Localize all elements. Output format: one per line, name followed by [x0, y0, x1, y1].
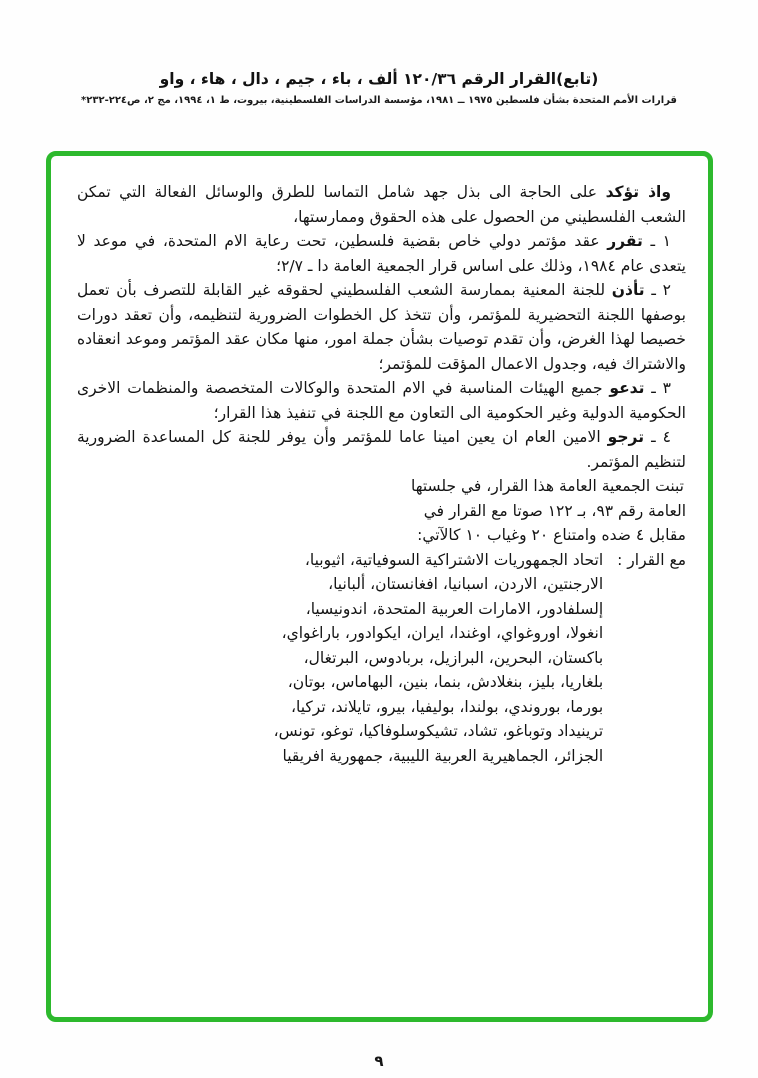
clause-2-lead: تأذن: [611, 281, 645, 299]
clause-3-lead: تدعو: [609, 379, 645, 397]
vote-for-label: مع القرار :: [617, 550, 686, 569]
clause-3-text: جميع الهيئات المناسبة في الام المتحدة والوكالات المتخصصة والمنظمات الاخرى الحكومية الدولية وغير الحكومية الى التعاون مع اللجنة في تنفيذ هذا القرار؛: [77, 379, 686, 422]
resolution-clause-4: [77, 425, 686, 474]
vote-for-row: [77, 548, 686, 769]
clause-1-lead: تقرر: [607, 232, 643, 250]
paragraph-preamble: [77, 180, 686, 229]
preamble-lead: واذ تؤكد: [605, 183, 671, 201]
clause-2-number: ٢ ـ: [651, 281, 671, 299]
document-title: (تابع)القرار الرقم ١٢٠/٣٦ ألف ، باء ، جيم ، دال ، هاء ، واو: [159, 70, 599, 88]
resolution-clause-2: [77, 278, 686, 376]
clause-4-lead: ترجو: [607, 428, 645, 446]
page-number: ٩: [374, 1052, 384, 1070]
clause-2-text: للجنة المعنية بممارسة الشعب الفلسطيني لحقوقه غير القابلة للتصرف بأن تعمل بوصفها اللجنة التحضيرية للمؤتمر، وأن تتخذ كل الخطوات الضرورية لتنظيمه، وأن تعقد دورات خصيصا لهذا الغرض، وأن تقدم توصيات بشأن جملة امور، منها مكان عقد المؤتمر وموعد انعقاده والاشتراك فيه، وجدول الاعمال المؤقت للمؤتمر؛: [77, 281, 686, 373]
clause-4-text: الامين العام ان يعين امينا عاما للمؤتمر وأن يوفر للجنة كل المساعدة الضرورية لتنظيم المؤتمر.: [77, 428, 686, 471]
clause-3-number: ٣ ـ: [651, 379, 671, 397]
resolution-clause-3: [77, 376, 686, 425]
adoption-note: تبنت الجمعية العامة هذا القرار، في جلستها العامة رقم ٩٣، بـ ١٢٢ صوتا مع القرار في مقابل ٤ ضده وامتناع ٢٠ وغياب ١٠ كالآتي:: [411, 477, 686, 544]
page-header: [0, 70, 758, 106]
clause-1-number: ١ ـ: [650, 232, 671, 250]
resolution-text: [77, 180, 686, 768]
clause-1-text: عقد مؤتمر دولي خاص بقضية فلسطين، تحت رعاية الام المتحدة، في موعد لا يتعدى عام ١٩٨٤، وذلك على اساس قرار الجمعية العامة دا ـ ٢/٧؛: [77, 232, 686, 275]
resolution-clause-1: [77, 229, 686, 278]
page-footer: [0, 1052, 758, 1070]
content-frame: [46, 151, 713, 1022]
vote-for-countries: اتحاد الجمهوريات الاشتراكية السوفياتية، اثيوبيا، الارجنتين، الاردن، اسبانيا، افغانستان، ألبانيا، إلسلفادور، الامارات العربية المتحدة، اندونيسيا، انغولا، اوروغواي، اوغندا، ايران، ايكوادور، باراغواي، باكستان، البحرين، البرازيل، بربادوس، البرتغال، بلغاريا، بليز، بنغلادش، بنما، بنين، البهاماس، بوتان، بورما، بوروندي، بولندا، بوليفيا، بيرو، تايلاند، تركيا، ترينيداد وتوباغو، تشاد، تشيكوسلوفاكيا، توغو، تونس، الجزائر، الجماهيرية العربية الليبية، جمهورية افريقيا: [273, 550, 604, 765]
preamble-text: على الحاجة الى بذل جهد شامل التماسا للطرق والوسائل الفعالة التي تمكن الشعب الفلسطيني من الحصول على هذه الحقوق وممارستها،: [77, 183, 686, 226]
source-citation: قرارات الأمم المتحدة بشأن فلسطين ١٩٧٥ ــ ١٩٨١، مؤسسة الدراسات الفلسطينية، بيروت، ط ١، ١٩٩٤، مج ٢، ص٢٢٤-٢٣٢*: [81, 95, 677, 106]
clause-4-number: ٤ ـ: [651, 428, 671, 446]
